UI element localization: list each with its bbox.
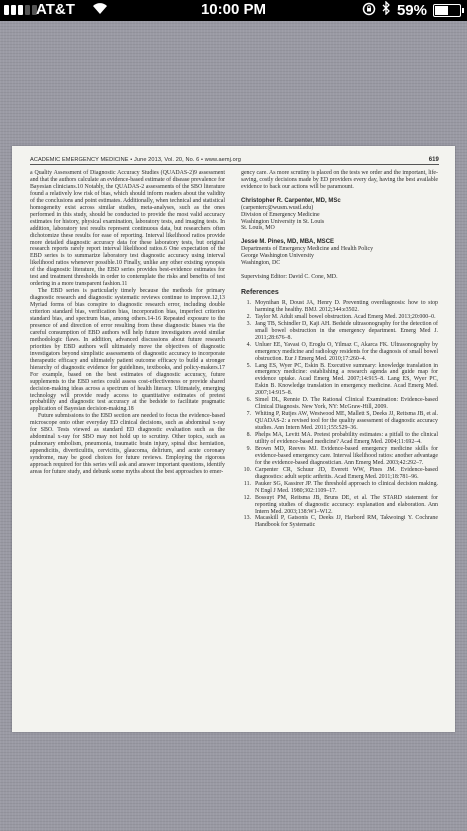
reference-number: 3. [246, 320, 251, 327]
reference-item [241, 515, 438, 529]
author-location: St. Louis, MO [241, 225, 275, 232]
references-heading: References [241, 288, 279, 296]
author-affiliation: Washington University in St. Louis [241, 218, 325, 225]
reference-item [241, 432, 438, 446]
clock-time: 10:00 PM [200, 1, 267, 18]
reference-number: 1. [246, 299, 251, 306]
document-page[interactable] [12, 146, 455, 732]
author-block [241, 198, 438, 233]
reference-number: 11. [243, 480, 251, 487]
status-bar [0, 0, 467, 21]
bluetooth-icon [382, 1, 391, 19]
reference-text: Jang TB, Schindler D, Kaji AH. Bedside ultrasonography for the detection of small bowel obstruction in the emergency department. Emerg Med J. 2011;28:676–8. [255, 320, 438, 341]
reference-number: 8. [246, 432, 251, 439]
journal-header-text: ACADEMIC EMERGENCY MEDICINE • June 2013, Vol. 20, No. 6 • www.aemj.org [30, 157, 242, 163]
battery-icon [433, 4, 461, 17]
orientation-lock-icon [362, 2, 376, 19]
reference-text: Lang ES, Wyer PC, Eskin B. Executive summary: knowledge translation in emergency medicine: establishing a research agenda and guide map for evidence uptake. Acad Emerg Med. 2007;14:915–8. Lang ES, Wyer PC, Eskin B. Knowledge translation in emergency medicine. Acad Emerg Med. 2007;14:915–8. [255, 362, 438, 397]
left-column [30, 170, 225, 476]
reference-number: 9. [246, 445, 251, 452]
reference-text: Pauker SG, Kassirer JP. The threshold approach to clinical decision making. N Engl J Med. 1980;302:1109–17. [255, 480, 438, 494]
carrier-label: AT&T [36, 1, 75, 18]
reference-item [241, 495, 438, 516]
references-list [241, 300, 438, 529]
author-location: Washington, DC [241, 260, 281, 267]
author-affiliation: Departments of Emergency Medicine and Health Policy [241, 246, 374, 253]
reference-item [241, 467, 438, 481]
body-paragraph: The EBD series is particularly timely because the methods for primary diagnostic research and diagnostic systematic reviews continue to improve.12,13 Myriad forms of bias conspire to diagnostic research error, including double criterion standard bias, verification bias, incorporation bias, imperfect criterion standard bias, and spectrum bias, among others.14-16 Repeated exposure to the presence of and direction of error resulting from these diagnostic biases via the careful consumption of EBD authors will help future investigators avoid similar methodologic flaws. In addition, advanced discussions about future research priorities by EBD authors will ultimately move the objectives of diagnostic investigators beyond simplistic assessments of diagnostic accuracy to incorporate therapeutic efficacy and ultimately patient outcome efficacy to build a stronger hierarchy of diagnostic evidence for guidelines, textbooks, and policy-makers.17 For example, based on the best estimates of diagnostic accuracy, future supplements to the EBD series could assess cost-effectiveness or provide shared decision-making ideas across a spectrum of health literacy. Ultimately, emerging technology will provide ready access to quantitative estimates of pretest probability and diagnostic test accuracy at the bedside to facilitate pragmatic application of Bayesian decision-making.18 [30, 288, 225, 413]
reference-item [241, 363, 438, 398]
reference-text: Macaskill P, Gatsonis C, Deeks JJ, Harbord RM, Takwoingi Y. Cochrane Handbook for Systematic [255, 515, 438, 529]
reference-item [241, 411, 438, 432]
supervising-editor: Supervising Editor: David C. Cone, MD. [241, 274, 338, 281]
reference-text: Whiting P, Rutjes AW, Westwood ME, Mallett S, Deeks JJ, Reitsma JB, et al. QUADAS-2: a revised tool for the quality assessment of diagnostic accuracy studies. Ann Intern Med. 2011;155:529–36. [255, 411, 438, 432]
reference-number: 7. [246, 411, 251, 418]
reference-number: 4. [246, 341, 251, 348]
body-paragraph: a Quality Assessment of Diagnostic Accuracy Studies (QUADAS-2)9 assessment and that the authors calculate an evidence-based estimate of disease prevalence for Bayesian clinicians.10 Notably, the QUADAS-2 assessments of the SBO literature found a relatively low risk of bias, which should inform readers about the validity of the conclusions and point estimates. Additionally, when technical and statistical homogeneity exist across similar studies, meta-analyses, such as the ones performed in this study, should be conducted to provide the most valid accuracy estimates for history, physical examination, laboratory tests, and imaging tests. In addition, laboratory test results represent continuous data, but researchers often dichotomize these results for ease of reporting. Interval likelihood ratios provide more detailed diagnostic accuracy data for these laboratory tests, but original research reports rarely report interval likelihood ratios.6 One expectation of the EBD series is to summarize laboratory test diagnostic accuracy using interval likelihood ratios whenever possible.10 Finally, unlike any other existing synopsis of the diagnostic literature, the EBD series provides best-evidence estimates for test and treatment thresholds in order to contemplate the risks and benefits of test ordering in a more transparent fashion.11 [30, 170, 225, 288]
reference-item [241, 321, 438, 342]
author-name: Jesse M. Pines, MD, MBA, MSCE [241, 239, 335, 246]
running-header [30, 157, 439, 165]
reference-item [241, 481, 438, 495]
reference-item [241, 446, 438, 467]
reference-number: 10. [243, 466, 251, 473]
body-paragraph: gency care. As more scrutiny is placed on the tests we order and the important, life-saving, costly decisions made by ED providers every day, having the best available evidence to back our actions will be paramount. [241, 170, 438, 190]
body-paragraph: Future submissions to the EBD section are needed to focus the evidence-based microscope onto other everyday ED clinical decisions, such as abdominal x-ray for SBO. Tests viewed as standard ED diagnostic evaluation such as the abdominal x-ray for SBO may not hold up to scrutiny. Other topics, such as pulmonary embolism, pneumonia, traumatic brain injury, spinal disc herniation, appendicitis, diverticulitis, cervicitis, glaucoma, delirium, and acute coronary syndrome, may be good choices for future reviews. Employing the rigorous approach required for this series will ask and answer important questions, identify areas for future study, and debunk some myths about the best approaches to emer- [30, 413, 225, 475]
author-name: Christopher R. Carpenter, MD, MSc [241, 197, 341, 204]
reference-number: 6. [246, 397, 251, 404]
right-column [241, 170, 438, 529]
reference-text: Brown MD, Reeves MJ. Evidence-based emergency medicine skills for evidence-based emergency care. Interval likelihood ratios: another advantage for the evidence-based diagnostician. Ann Emerg Med. 2003;42:292–7. [255, 445, 438, 466]
reference-item [241, 300, 438, 314]
reference-text: Phelps MA, Levitt MA. Pretest probability estimates: a pitfall to the clinical utility of evidence-based medicine? Acad Emerg Med. 2004;11:692–4. [255, 432, 438, 445]
reference-text: Bossuyt PM, Reitsma JB, Bruns DE, et al. The STARD statement for reporting studies of diagnostic accuracy: explanation and elaboration. Ann Intern Med. 2003;138:W1–W12. [255, 494, 438, 515]
reference-number: 5. [246, 362, 251, 369]
reference-text: Simel DL, Rennie D. The Rational Clinical Examination: Evidence-based Clinical Diagnosis. New York, NY: McGraw-Hill, 2009. [255, 397, 438, 411]
reference-item [241, 342, 438, 363]
reference-text: Carpenter CR, Schuur JD, Everett WW, Pines JM. Evidence-based diagnostics: adult septic arthritis. Acad Emerg Med. 2011;18:781–96. [255, 466, 438, 480]
reference-item [241, 397, 438, 411]
reference-text: Moynihan R, Doust JA, Henry D. Preventing overdiagnosis: how to stop harming the healthy. BMJ. 2012;344:e3502. [255, 299, 438, 313]
author-affiliation: Division of Emergency Medicine [241, 211, 320, 218]
reference-text: Taylor M. Adult small bowel obstruction. Acad Emerg Med. 2013;20:000–0. [255, 313, 436, 320]
reference-text: Unluer EE, Yavasi O, Eroglu O, Yilmaz C, Akarca FK. Ultrasonography by emergency medicine and radiology residents for the diagnosis of small bowel obstruction. Eur J Emerg Med. 2010;17:260–4. [255, 341, 438, 362]
reference-number: 13. [243, 515, 251, 522]
author-block [241, 239, 438, 267]
author-email: (carpenterc@wusm.wustl.edu) [241, 204, 314, 211]
author-affiliation: George Washington University [241, 253, 314, 260]
reference-item [241, 314, 438, 321]
reference-number: 2. [246, 313, 251, 320]
battery-percent: 59% [396, 1, 427, 19]
reference-number: 12. [243, 494, 251, 501]
page-number: 619 [428, 157, 439, 163]
